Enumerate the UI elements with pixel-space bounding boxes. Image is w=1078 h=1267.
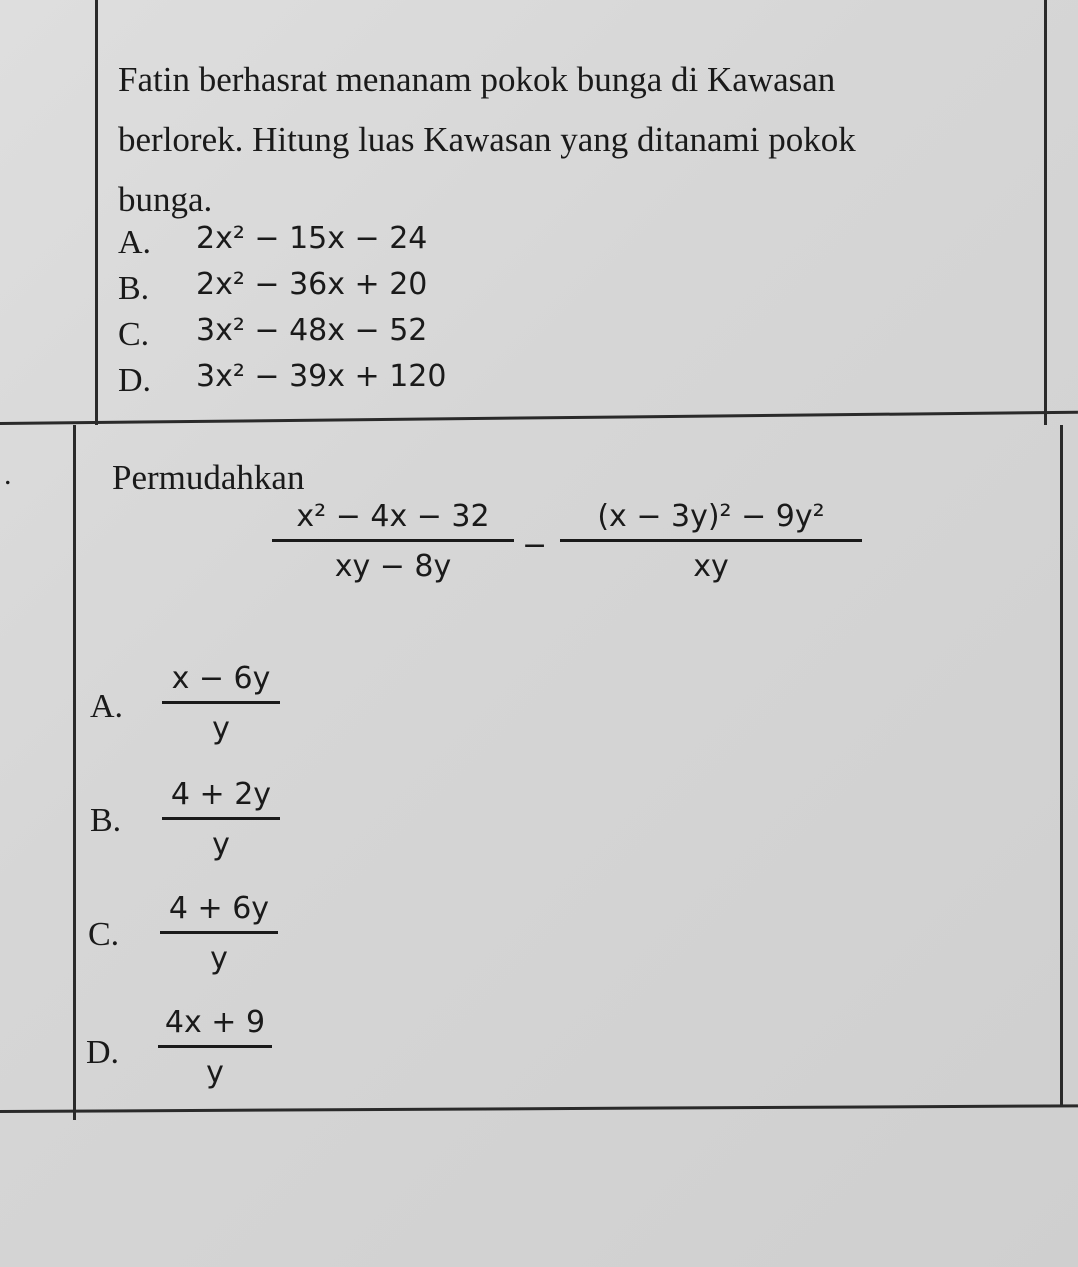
q2-operator: − [522, 528, 548, 563]
q2-left-fraction-bar [272, 539, 514, 542]
q2-left-numerator: x² − 4x − 32 [296, 499, 490, 534]
bottom-border [0, 1104, 1078, 1113]
q1-option-b-label: B. [118, 270, 150, 307]
left-border-bottom [73, 425, 76, 1120]
q2-option-c-denominator: y [210, 941, 228, 976]
q2-right-numerator: (x − 3y)² − 9y² [597, 499, 825, 534]
q2-option-c-fraction [160, 892, 278, 975]
q2-option-a-label: A. [90, 688, 124, 725]
right-border [1044, 0, 1047, 425]
q2-option-d-fraction [158, 1006, 272, 1089]
left-border-top [95, 0, 98, 425]
q2-right-denominator: xy [693, 549, 729, 584]
q2-option-a-denominator: y [212, 711, 230, 746]
q2-option-c-numerator: 4 + 6y [168, 891, 270, 926]
q2-option-d-label: D. [86, 1034, 120, 1071]
q1-option-a-label: A. [118, 224, 152, 261]
q2-option-b-fraction [162, 778, 280, 861]
q2-option-a-numerator: x − 6y [171, 661, 271, 696]
right-border-lower [1060, 425, 1063, 1105]
q2-option-d-bar [158, 1045, 272, 1048]
q2-option-b-numerator: 4 + 2y [170, 777, 272, 812]
q1-text-line3: bunga. [118, 180, 213, 219]
q1-option-c-label: C. [118, 316, 150, 353]
q1-option-d-label: D. [118, 362, 152, 399]
q2-option-d-denominator: y [206, 1055, 224, 1090]
q1-option-a-expr: 2x² − 15x − 24 [196, 221, 428, 256]
q2-right-fraction-bar [560, 539, 862, 542]
q2-option-c-label: C. [88, 916, 120, 953]
q2-number-fragment: . [4, 458, 12, 491]
q2-left-fraction [272, 500, 514, 583]
q1-option-b-expr: 2x² − 36x + 20 [196, 267, 428, 302]
q2-left-denominator: xy − 8y [334, 549, 452, 584]
q2-option-b-denominator: y [212, 827, 230, 862]
q1-text-line2: berlorek. Hitung luas Kawasan yang ditanami pokok [118, 120, 856, 159]
q2-option-a-fraction [162, 662, 280, 745]
q2-option-c-bar [160, 931, 278, 934]
row-divider [0, 411, 1078, 425]
q1-option-c-expr: 3x² − 48x − 52 [196, 313, 428, 348]
q2-option-b-bar [162, 817, 280, 820]
q1-text-line1: Fatin berhasrat menanam pokok bunga di Kawasan [118, 60, 836, 99]
q2-option-a-bar [162, 701, 280, 704]
q1-option-d-expr: 3x² − 39x + 120 [196, 359, 447, 394]
q2-instruction: Permudahkan [112, 458, 305, 497]
q2-option-d-numerator: 4x + 9 [164, 1005, 266, 1040]
q2-option-b-label: B. [90, 802, 122, 839]
q2-right-fraction [560, 500, 862, 583]
